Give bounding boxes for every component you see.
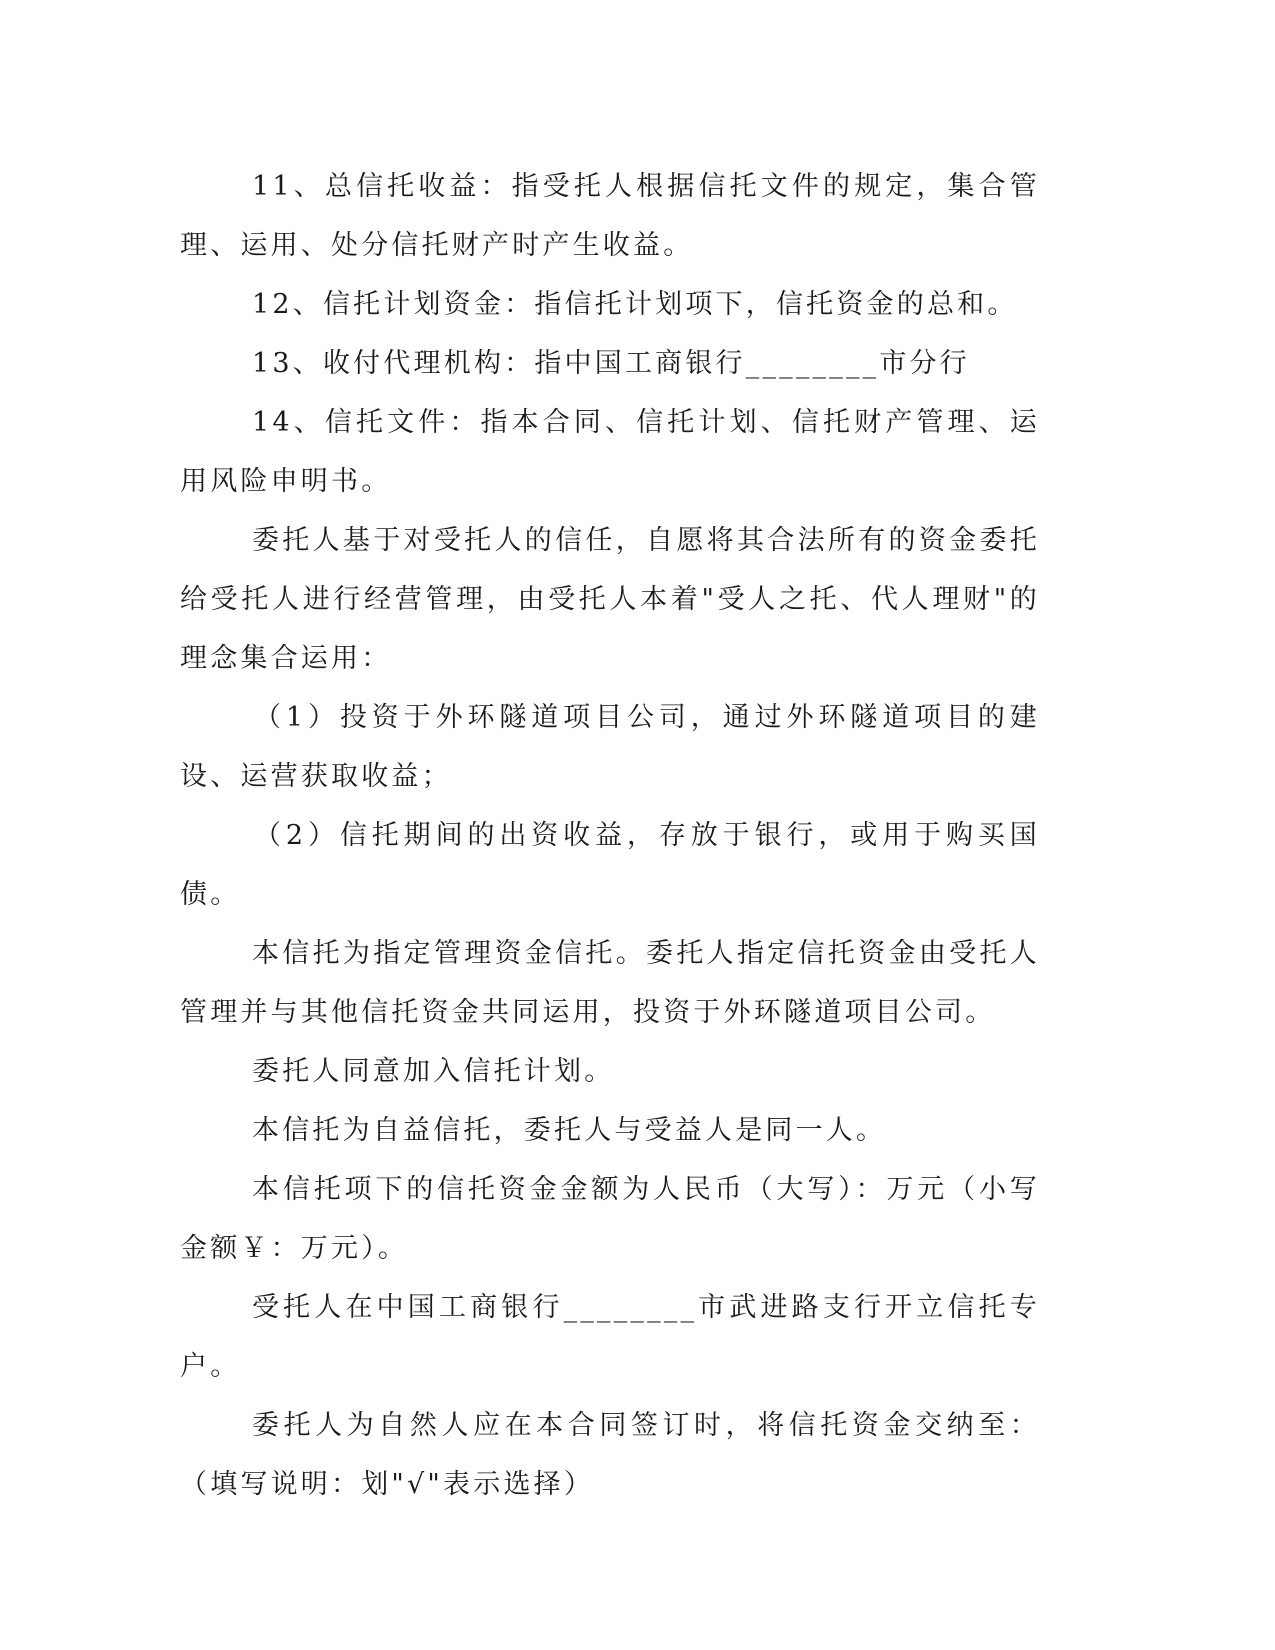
paragraph-trust-account: 受托人在中国工商银行________市武进路支行开立信托专户。 (180, 1292, 1040, 1382)
list-item-2-income-deposit: （2）信托期间的出资收益，存放于银行，或用于购买国债。 (180, 820, 1040, 910)
clause-14-trust-documents: 14、信托文件：指本合同、信托计划、信托财产管理、运用风险申明书。 (180, 407, 1040, 497)
list-item-1-investment: （1）投资于外环隧道项目公司，通过外环隧道项目的建设、运营获取收益； (180, 702, 1040, 792)
clause-11-total-trust-income: 11、总信托收益：指受托人根据信托文件的规定，集合管理、运用、处分信托财产时产生收益。 (180, 171, 1040, 261)
paragraph-trust-amount: 本信托项下的信托资金金额为人民币（大写）：万元（小写金额￥：万元）。 (180, 1174, 1040, 1264)
paragraph-self-benefit-trust: 本信托为自益信托，委托人与受益人是同一人。 (252, 1115, 887, 1146)
paragraph-payment-instruction: 委托人为自然人应在本合同签订时，将信托资金交纳至：（填写说明：划"√"表示选择） (180, 1410, 1040, 1500)
clause-13-payment-agent: 13、收付代理机构：指中国工商银行________市分行 (252, 348, 970, 379)
paragraph-join-plan: 委托人同意加入信托计划。 (252, 1056, 615, 1087)
paragraph-designated-trust: 本信托为指定管理资金信托。委托人指定信托资金由受托人管理并与其他信托资金共同运用，投资于外环隧道项目公司。 (180, 938, 1040, 1028)
clause-12-trust-plan-funds: 12、信托计划资金：指信托计划项下，信托资金的总和。 (252, 289, 1018, 320)
document-body (180, 157, 1040, 1514)
paragraph-entrustment: 委托人基于对受托人的信任，自愿将其合法所有的资金委托给受托人进行经营管理，由受托人本着"受人之托、代人理财"的理念集合运用： (180, 525, 1040, 674)
